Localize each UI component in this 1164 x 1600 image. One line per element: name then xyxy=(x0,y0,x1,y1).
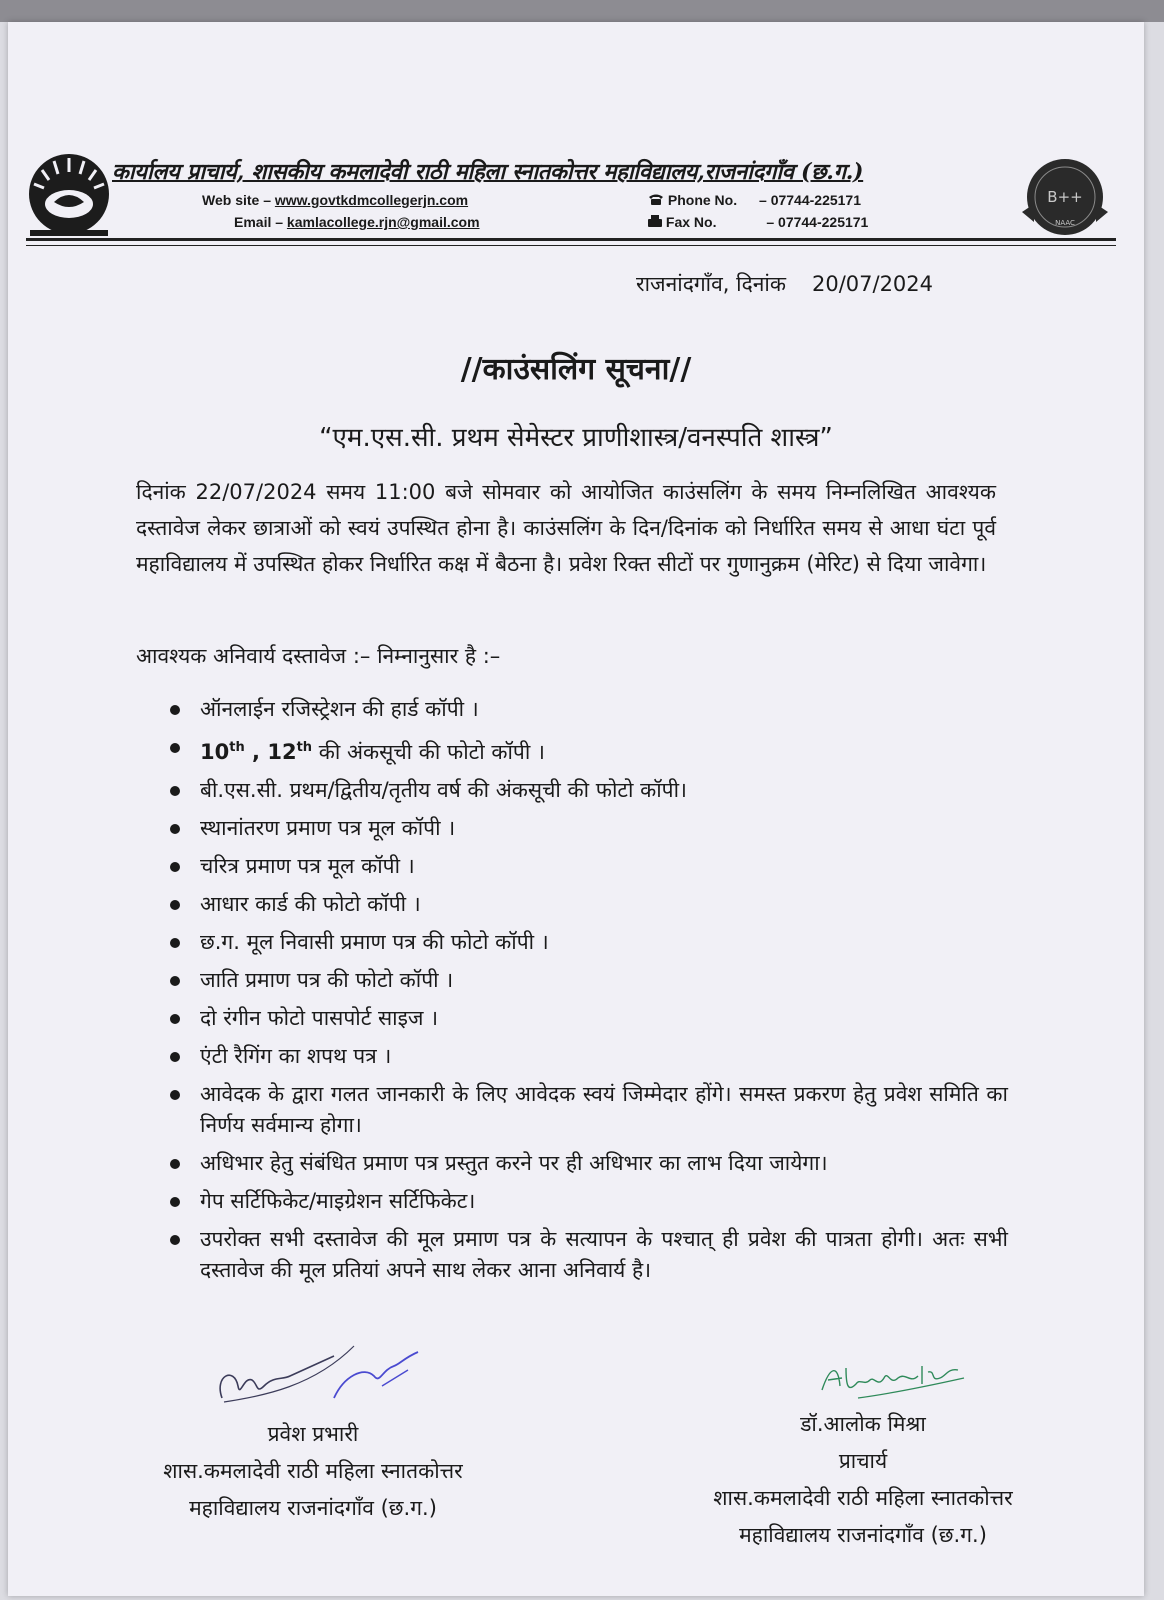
list-item: बी.एस.सी. प्रथम/द्वितीय/तृतीय वर्ष की अंकसूची की फोटो कॉपी। xyxy=(168,775,1008,806)
list-item xyxy=(168,732,1008,768)
phone-row xyxy=(648,192,861,208)
principal-signature xyxy=(818,1356,968,1406)
counselling-paragraph: दिनांक 22/07/2024 समय 11:00 बजे सोमवार को आयोजित काउंसलिंग के समय निम्नलिखित आवश्यक दस्तावेज लेकर छात्राओं को स्वयं उपस्थित होना है। काउंसलिंग के दिन/दिनांक को निर्धारित समय से आधा घंटा पूर्व महाविद्यालय में उपस्थित होकर निर्धारित कक्ष में बैठना है। प्रवेश रिक्त सीटों पर गुणानुक्रम (मेरिट) से दिया जावेगा। xyxy=(136,480,996,576)
bullet-icon xyxy=(170,705,180,715)
signatory-right xyxy=(658,1406,1068,1554)
notice-subheading: “एम.एस.सी. प्रथम सेमेस्टर प्राणीशास्त्र/वनस्पति शास्त्र” xyxy=(319,423,833,453)
fax-label: Fax No. xyxy=(665,214,717,230)
bullet-icon xyxy=(170,743,180,753)
naac-badge xyxy=(1020,152,1110,242)
list-item: उपरोक्त सभी दस्तावेज की मूल प्रमाण पत्र के सत्यापन के पश्चात् ही प्रवेश की पात्रता होगी। अतः सभी दस्तावेज की मूल प्रतियां अपने साथ लेकर आना अनिवार्य है। xyxy=(168,1224,1008,1286)
admission-incharge-signature xyxy=(204,1336,434,1416)
naac-seal-icon xyxy=(1020,152,1110,242)
list-item: गेप सर्टिफिकेट/माइग्रेशन सर्टिफिकेट। xyxy=(168,1186,1008,1217)
fax-number: – 07744-225171 xyxy=(766,214,869,230)
bullet-icon xyxy=(170,1159,180,1169)
date-label: राजनांदगाँव, दिनांक xyxy=(636,272,786,296)
documents-label: आवश्यक अनिवार्य दस्तावेज :– निम्नानुसार है :– xyxy=(136,644,501,668)
principal-college-line2: महाविद्यालय राजनांदगाँव (छ.ग.) xyxy=(739,1523,987,1547)
email-link[interactable]: kamlacollege.rjn@gmail.com xyxy=(286,214,480,230)
bullet-icon xyxy=(170,1014,180,1024)
principal-name: डॉ.आलोक मिश्रा xyxy=(800,1412,926,1436)
telephone-icon xyxy=(648,193,664,205)
tenth-suffix: th xyxy=(229,740,245,755)
bullet-icon xyxy=(170,976,180,986)
list-item: ऑनलाईन रजिस्ट्रेशन की हार्ड कॉपी । xyxy=(168,694,1008,725)
list-item: अधिभार हेतु संबंधित प्रमाण पत्र प्रस्तुत करने पर ही अधिभार का लाभ दिया जायेगा। xyxy=(168,1148,1008,1179)
bullet-icon xyxy=(170,786,180,796)
fax-icon xyxy=(648,215,662,227)
fax-row xyxy=(648,214,868,230)
marksheet-text: की अंकसूची की फोटो कॉपी । xyxy=(312,740,545,764)
signatory-left xyxy=(108,1416,518,1527)
list-item: छ.ग. मूल निवासी प्रमाण पत्र की फोटो कॉपी । xyxy=(168,927,1008,958)
date-value: 20/07/2024 xyxy=(811,272,934,296)
grade-separator: , xyxy=(244,740,268,764)
bullet-icon xyxy=(170,1052,180,1062)
list-item: चरित्र प्रमाण पत्र मूल कॉपी । xyxy=(168,851,1008,882)
website-label: Web site – xyxy=(202,192,271,208)
email-row xyxy=(234,214,480,230)
list-item: एंटी रैगिंग का शपथ पत्र । xyxy=(168,1041,1008,1072)
website-link[interactable]: www.govtkdmcollegerjn.com xyxy=(274,192,469,208)
notice-heading: //काउंसलिंग सूचना// xyxy=(460,352,692,387)
phone-number: – 07744-225171 xyxy=(759,192,862,208)
date-line xyxy=(636,270,933,298)
incharge-college-line1: शास.कमलादेवी राठी महिला स्नातकोत्तर xyxy=(163,1459,463,1483)
notice-page xyxy=(8,22,1144,1596)
principal-college-line1: शास.कमलादेवी राठी महिला स्नातकोत्तर xyxy=(713,1486,1013,1510)
twelfth-grade: 12 xyxy=(267,740,297,764)
college-logo-icon xyxy=(24,150,114,238)
incharge-college-line2: महाविद्यालय राजनांदगाँव (छ.ग.) xyxy=(189,1496,437,1520)
bullet-icon xyxy=(170,862,180,872)
letterhead-rule-thin xyxy=(26,245,1116,246)
letterhead-rule-thick xyxy=(26,238,1116,241)
list-item: दो रंगीन फोटो पासपोर्ट साइज । xyxy=(168,1003,1008,1034)
list-item: आवेदक के द्वारा गलत जानकारी के लिए आवेदक स्वयं जिम्मेदार होंगे। समस्त प्रकरण हेतु प्रवेश समिति का निर्णय सर्वमान्य होगा। xyxy=(168,1079,1008,1141)
bullet-icon xyxy=(170,824,180,834)
bullet-icon xyxy=(170,1090,180,1100)
incharge-designation: प्रवेश प्रभारी xyxy=(267,1422,359,1446)
naac-grade: B++ xyxy=(1047,188,1083,206)
bullet-icon xyxy=(170,1197,180,1207)
tenth-grade: 10 xyxy=(200,740,230,764)
list-item: जाति प्रमाण पत्र की फोटो कॉपी । xyxy=(168,965,1008,996)
naac-label: NAAC xyxy=(1055,219,1075,227)
list-item: स्थानांतरण प्रमाण पत्र मूल कॉपी । xyxy=(168,813,1008,844)
principal-designation: प्राचार्य xyxy=(838,1449,888,1473)
phone-label: Phone No. xyxy=(667,192,738,208)
bullet-icon xyxy=(170,1235,180,1245)
website-row xyxy=(202,192,468,208)
email-label: Email – xyxy=(234,214,284,230)
bullet-icon xyxy=(170,938,180,948)
letterhead-title: कार्यालय प्राचार्य, शासकीय कमलादेवी राठी महिला स्नातकोत्तर महाविद्यालय,राजनांदगाँव (छ.ग.) xyxy=(112,159,864,185)
scan-top-edge xyxy=(0,0,1164,22)
twelfth-suffix: th xyxy=(296,740,313,755)
list-item: आधार कार्ड की फोटो कॉपी । xyxy=(168,889,1008,920)
documents-list xyxy=(168,694,1008,1293)
bullet-icon xyxy=(170,900,180,910)
